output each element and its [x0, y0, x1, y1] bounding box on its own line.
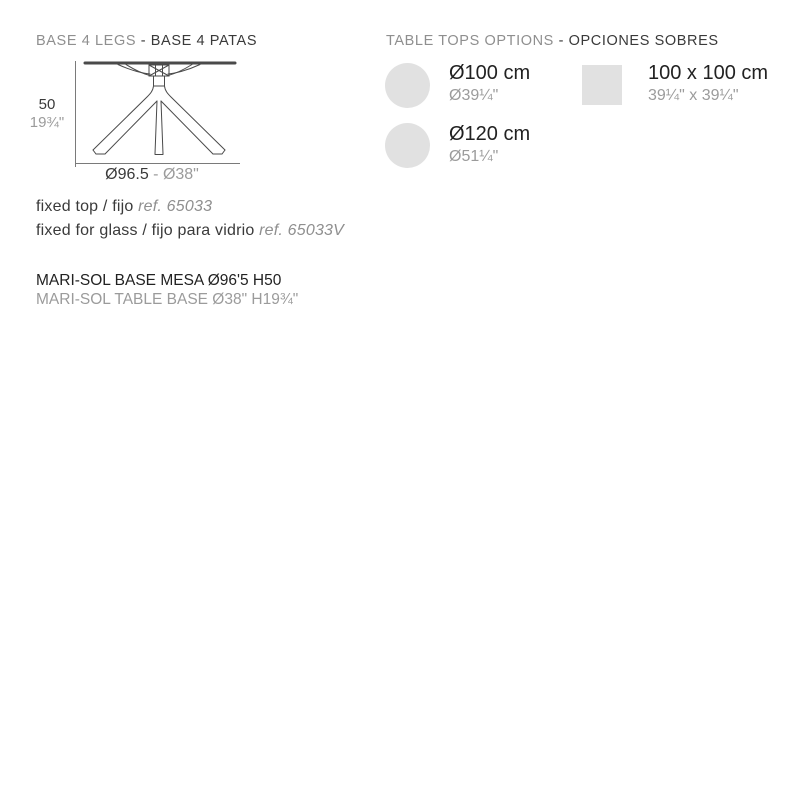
- heading-es: BASE 4 PATAS: [150, 33, 258, 49]
- size-cm: Ø100 cm: [449, 62, 531, 84]
- spec-label: fixed top / fijo: [36, 198, 139, 215]
- height-in: 19¾": [29, 114, 65, 131]
- diameter-dimension-label: [62, 166, 242, 184]
- heading-separator: -: [553, 33, 569, 49]
- square-top-100-icon: [582, 65, 622, 105]
- leg-center-right-edge: [161, 101, 163, 154]
- size-in: Ø51¼": [449, 148, 499, 165]
- heading-en: TABLE TOPS OPTIONS: [386, 33, 554, 49]
- spec-line-fixed-glass: [36, 219, 344, 243]
- round-top-100-label: [449, 63, 530, 105]
- size-cm: 100 x 100 cm: [648, 62, 769, 84]
- leg-left-foot: [93, 150, 105, 154]
- leg-right-outer: [165, 86, 226, 150]
- leg-right-foot: [213, 150, 225, 154]
- size-in: Ø39¼": [449, 87, 499, 104]
- heading-separator: -: [136, 33, 151, 49]
- square-top-100-label: [648, 63, 768, 105]
- spec-line-fixed-top: [36, 195, 344, 219]
- round-top-120-icon: [385, 123, 430, 168]
- diameter-cm: Ø96.5: [105, 166, 149, 183]
- tops-section-heading: [386, 33, 719, 49]
- heading-en: BASE 4 LEGS: [36, 33, 137, 49]
- diameter-in: - Ø38": [148, 166, 199, 183]
- round-top-120-label: [449, 124, 530, 166]
- size-in: 39¼" x 39¼": [648, 87, 739, 104]
- size-cm: Ø120 cm: [449, 123, 531, 145]
- product-name-block: [36, 271, 298, 309]
- leg-right-inner: [161, 101, 213, 154]
- height-cm: 50: [38, 96, 56, 113]
- leg-left-inner: [105, 101, 157, 154]
- base-section-heading: [36, 33, 257, 49]
- height-dimension-label: [26, 96, 68, 132]
- heading-es: OPCIONES SOBRES: [568, 33, 719, 49]
- spec-ref: ref. 65033V: [259, 221, 345, 239]
- product-name-es: MARI-SOL BASE MESA Ø96'5 H50: [36, 272, 282, 289]
- round-top-100-icon: [385, 63, 430, 108]
- spec-ref: ref. 65033: [138, 198, 213, 215]
- product-name-en: MARI-SOL TABLE BASE Ø38" H19¾": [36, 291, 299, 308]
- leg-center-left-edge: [155, 101, 157, 154]
- leg-left-outer: [93, 86, 154, 150]
- fixing-specs: [36, 195, 344, 242]
- spec-label: fixed for glass / fijo para vidrio: [36, 221, 260, 239]
